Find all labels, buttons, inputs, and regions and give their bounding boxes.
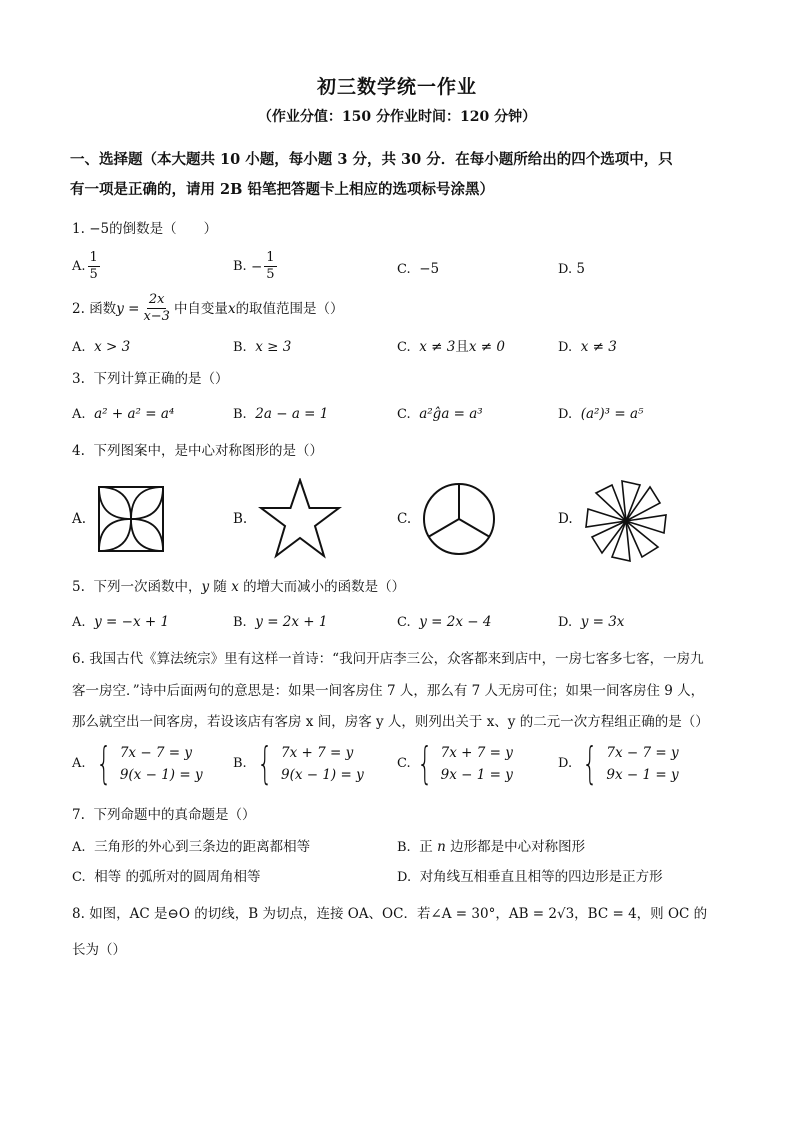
question-expression: −5 — [89, 221, 110, 237]
option-label: B. — [233, 615, 247, 630]
question-number: 4. — [72, 443, 85, 459]
equation-system — [606, 742, 678, 786]
question-number: 6. — [72, 651, 85, 667]
section-heading-line1: 一、选择题（本大题共 10 小题，每小题 3 分，共 30 分．在每小题所给出的四个选项中，只 — [70, 151, 673, 168]
question-text: 的增大而减小的函数是（） — [243, 579, 406, 595]
option-label: C. — [397, 407, 411, 422]
equation: 7x + 7 = y — [440, 745, 513, 761]
option-sign: − — [250, 258, 263, 275]
q1-option-b — [233, 250, 279, 283]
q6-option-b — [233, 738, 364, 789]
math-operator: = — [128, 300, 140, 317]
option-value: y = 2x + 1 — [255, 614, 328, 630]
option-value: x ≠ 3 — [419, 339, 456, 355]
equation-system — [441, 742, 513, 786]
equation: 9(x − 1) = y — [280, 767, 364, 783]
q5-option-d — [558, 611, 624, 634]
option-label: D. — [397, 870, 412, 885]
question-6-line3: 那么就空出一间客房，若设该店有客房 x 间，房客 y 人，则列出关于 x、y 的二元一次方程组正确的是（） — [72, 714, 709, 730]
option-value: x > 3 — [94, 339, 131, 355]
question-2 — [72, 292, 732, 325]
option-value: a² + a² = a⁴ — [94, 406, 175, 422]
q2-option-a — [72, 336, 130, 359]
option-label: A. — [72, 340, 86, 355]
question-number: 3. — [72, 371, 85, 387]
fraction-numerator: 1 — [89, 250, 98, 265]
option-label: B. — [233, 340, 247, 355]
question-text: 的倒数是（ ） — [109, 221, 218, 237]
option-label: D. — [558, 756, 573, 771]
option-value: a²ĝa = a³ — [419, 406, 483, 422]
option-label: A. — [72, 840, 86, 855]
question-number: 2. — [72, 300, 85, 317]
q3-option-a — [72, 403, 174, 426]
option-value: 正 — [419, 839, 433, 855]
option-value: 三角形的外心到三条边的距离都相等 — [94, 839, 311, 855]
option-value: x ≥ 3 — [255, 339, 292, 355]
q7-option-c — [72, 866, 261, 889]
option-value: y = 2x − 4 — [419, 614, 492, 630]
option-value: y = 3x — [580, 614, 625, 630]
left-brace-icon: { — [416, 738, 433, 789]
option-value: 对角线互相垂直且相等的四边形是正方形 — [419, 869, 663, 885]
question-number: 8. — [72, 906, 85, 922]
page-title: 初三数学统一作业 — [316, 76, 477, 98]
question-1 — [72, 218, 732, 240]
option-label: C. — [397, 615, 411, 630]
question-8-line1 — [72, 903, 732, 925]
fraction-numerator: 1 — [266, 250, 275, 265]
question-text: 下列一次函数中， — [93, 579, 202, 595]
question-7 — [72, 804, 732, 826]
question-3 — [72, 368, 732, 390]
option-label: C. — [397, 262, 411, 277]
equation: 7x − 7 = y — [606, 745, 679, 761]
q5-option-a — [72, 611, 169, 634]
question-6-line1 — [72, 648, 732, 670]
q6-option-a — [72, 738, 203, 789]
math-variable: x — [231, 579, 239, 595]
fraction-numerator: 2x — [148, 292, 165, 307]
q7-option-b — [397, 836, 585, 859]
question-text: 的取值范围是（） — [235, 300, 344, 317]
option-value: −5 — [419, 261, 440, 277]
question-5 — [72, 576, 732, 598]
question-text: 随 — [213, 579, 227, 595]
question-text: 我国古代《算法统宗》里有这样一首诗：“我问开店李三公，众客都来到店中，一房七客多七客，一房九 — [89, 651, 704, 667]
question-text: 如图，AC 是⊖O 的切线，B 为切点，连接 OA、OC．若∠A = 30°，AB = 2√3，BC = 4，则 OC 的 — [89, 906, 708, 922]
q7-option-d — [397, 866, 663, 889]
option-conjunction: 且 — [455, 339, 469, 355]
fraction-denominator: 5 — [266, 267, 275, 282]
left-brace-icon: { — [257, 738, 273, 789]
option-label: D. — [558, 262, 573, 277]
option-label: D. — [558, 340, 573, 355]
option-value: (a²)³ = a⁵ — [580, 406, 644, 422]
pinwheel-figure — [580, 478, 672, 562]
option-label: B. — [233, 407, 247, 422]
q5-option-b — [233, 611, 328, 634]
q4-option-a-label: A. — [72, 511, 87, 527]
q4-option-b-label: B. — [233, 511, 248, 527]
option-label: C. — [397, 340, 411, 355]
section-heading-line2: 有一项是正确的，请用 2B 铅笔把答题卡上相应的选项标号涂黑） — [70, 181, 494, 198]
option-label: C. — [397, 756, 411, 771]
equation: 9(x − 1) = y — [119, 767, 203, 783]
function-fraction — [141, 292, 172, 325]
q2-option-d — [558, 336, 617, 359]
option-label: A. — [72, 407, 86, 422]
option-value: 相等 的弧所对的圆周角相等 — [94, 869, 261, 885]
question-number: 5. — [72, 579, 85, 595]
option-value: x ≠ 0 — [468, 339, 505, 355]
left-brace-icon: { — [96, 738, 112, 789]
q4-option-d-label: D. — [558, 511, 573, 527]
equation: 7x + 7 = y — [280, 745, 354, 761]
equation: 9x − 1 = y — [606, 767, 679, 783]
question-text: 下列命题中的真命题是（） — [93, 807, 256, 823]
option-fraction — [88, 250, 100, 283]
q1-option-c — [397, 258, 439, 281]
option-value: 5 — [576, 261, 585, 277]
q3-option-b — [233, 403, 328, 426]
option-label: B. — [233, 756, 247, 771]
q1-option-d — [558, 258, 585, 281]
question-text: 函数 — [89, 300, 117, 317]
fraction-denominator: 5 — [89, 267, 98, 282]
option-label: B. — [397, 840, 411, 855]
fraction-denominator: x−3 — [143, 309, 170, 324]
page-subtitle: （作业分值：150 分作业时间：120 分钟） — [257, 109, 537, 125]
equation-system — [120, 742, 203, 786]
left-brace-icon: { — [582, 738, 599, 789]
math-variable: y — [116, 300, 124, 317]
q6-option-c — [397, 738, 513, 789]
question-4 — [72, 440, 732, 462]
q2-option-b — [233, 336, 291, 359]
equation-system — [281, 742, 364, 786]
option-label: C. — [72, 870, 86, 885]
option-label: B. — [233, 258, 247, 274]
question-8-line2: 长为（） — [72, 942, 126, 958]
option-label: A. — [72, 258, 86, 274]
question-6-line2: 客一房空．”诗中后面两句的意思是：如果一间客房住 7 人，那么有 7 人无房可住；如果一间客房住 9 人， — [72, 683, 705, 699]
q5-option-c — [397, 611, 491, 634]
question-text: 中自变量 — [173, 300, 228, 317]
option-fraction — [264, 250, 276, 283]
question-text: 下列计算正确的是（） — [93, 371, 229, 387]
five-pointed-star-figure — [258, 478, 342, 560]
question-number: 7. — [72, 807, 85, 823]
math-variable: n — [437, 839, 446, 855]
question-number: 1. — [72, 221, 85, 237]
q1-option-a — [72, 250, 102, 283]
equation: 7x − 7 = y — [119, 745, 193, 761]
equation: 9x − 1 = y — [440, 767, 513, 783]
q2-option-c — [397, 336, 505, 359]
q7-option-a — [72, 836, 310, 859]
question-text: 下列图案中，是中心对称图形的是（） — [93, 443, 323, 459]
option-value: 2a − a = 1 — [255, 406, 329, 422]
q3-option-d — [558, 403, 643, 426]
option-label: D. — [558, 407, 573, 422]
q3-option-c — [397, 403, 483, 426]
circle-three-sector-figure — [421, 481, 497, 557]
option-value: 边形都是中心对称图形 — [450, 839, 586, 855]
q4-option-c-label: C. — [397, 511, 412, 527]
option-value: y = −x + 1 — [94, 614, 170, 630]
option-value: x ≠ 3 — [580, 339, 617, 355]
option-label: A. — [72, 756, 86, 771]
option-label: A. — [72, 615, 86, 630]
square-petal-pattern-figure — [97, 485, 165, 553]
math-variable: y — [201, 579, 210, 595]
q6-option-d — [558, 738, 679, 789]
math-variable: x — [227, 300, 236, 317]
option-label: D. — [558, 615, 573, 630]
